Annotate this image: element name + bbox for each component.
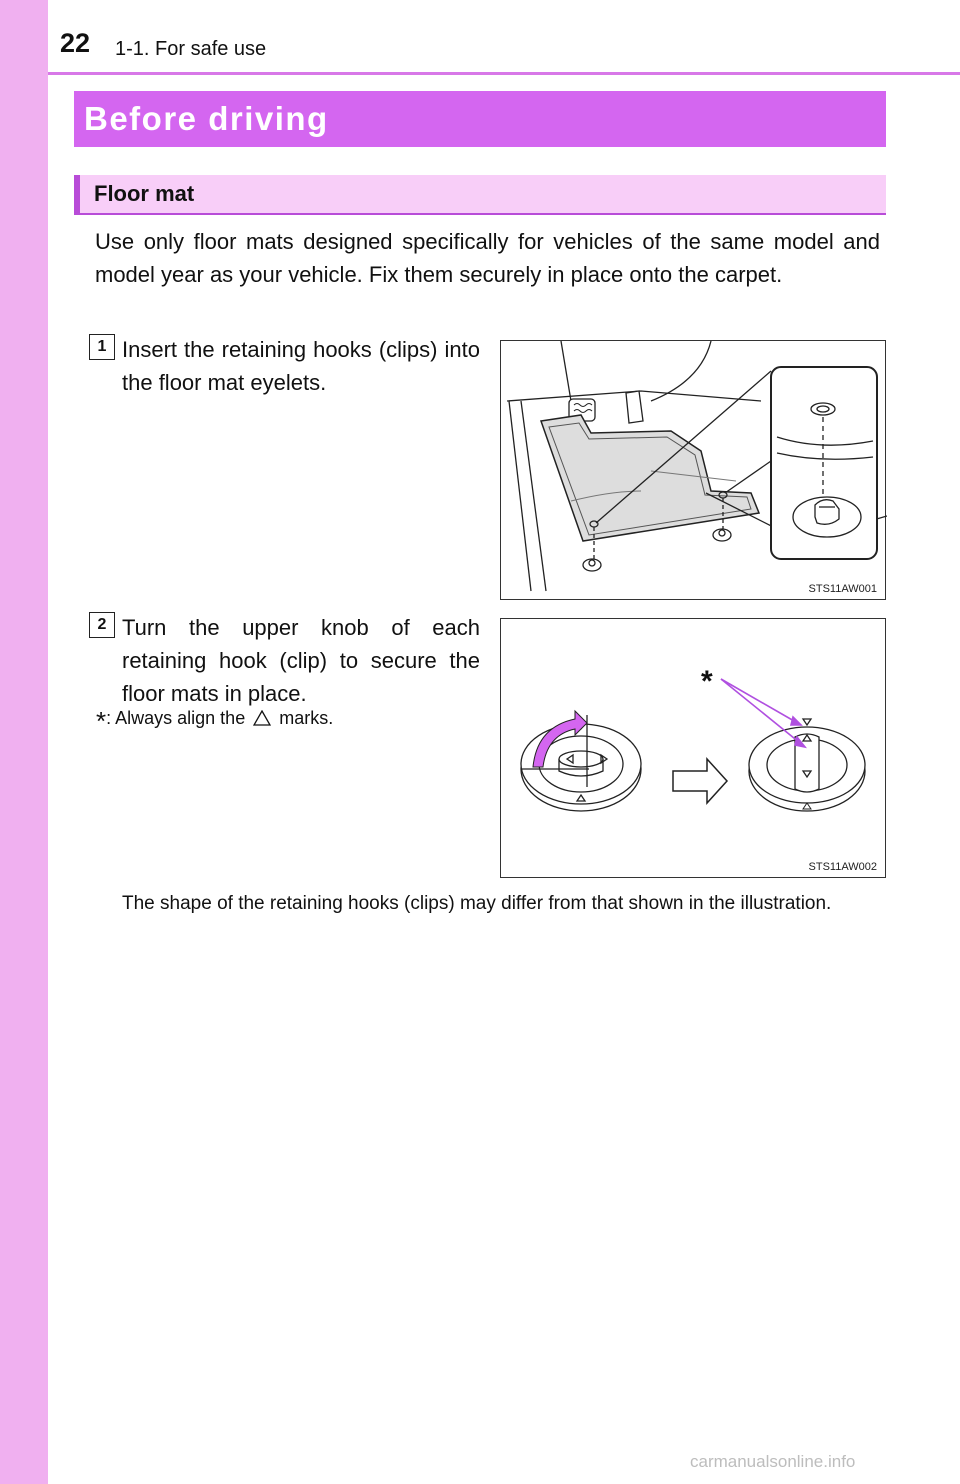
section-title: Before driving: [84, 100, 329, 137]
section-banner: [74, 91, 886, 147]
watermark: carmanualsonline.info: [690, 1452, 856, 1471]
header-rule: [48, 72, 960, 75]
note-asterisk: *: [96, 706, 107, 736]
alignment-note: [96, 706, 333, 737]
intro-paragraph: Use only floor mats designed specifically for vehicles of the same model and model year as your vehicle. Fix them securely in place onto the carpet.: [95, 229, 880, 287]
step-2-badge: 2: [89, 612, 115, 638]
figure-1-code: STS11AW001: [808, 583, 877, 595]
footnote: The shape of the retaining hooks (clips) may differ from that shown in the illustration.: [122, 893, 832, 914]
retaining-hook-illustration: [500, 618, 886, 878]
note-text-before: : Always align the: [106, 708, 246, 728]
note-text-after: marks.: [279, 708, 334, 728]
step-1-badge: 1: [89, 334, 115, 360]
subsection-title: Floor mat: [94, 181, 195, 206]
figure-2-code: STS11AW002: [808, 861, 877, 873]
running-header: 1-1. For safe use: [115, 38, 267, 60]
retaining-hook-drawing: [501, 619, 887, 879]
step-2-text: Turn the upper knob of each retaining hook (clip) to secure the floor mats in place.: [122, 615, 480, 706]
figure-asterisk: *: [701, 665, 713, 698]
triangle-mark-icon: [253, 710, 271, 726]
subsection-header: [74, 175, 886, 215]
page-number: 22: [60, 28, 91, 58]
floor-mat-drawing: [501, 341, 887, 601]
floor-mat-illustration: [500, 340, 886, 600]
side-color-strip: [0, 0, 48, 1484]
step-1-text: Insert the retaining hooks (clips) into the floor mat eyelets.: [122, 337, 480, 395]
